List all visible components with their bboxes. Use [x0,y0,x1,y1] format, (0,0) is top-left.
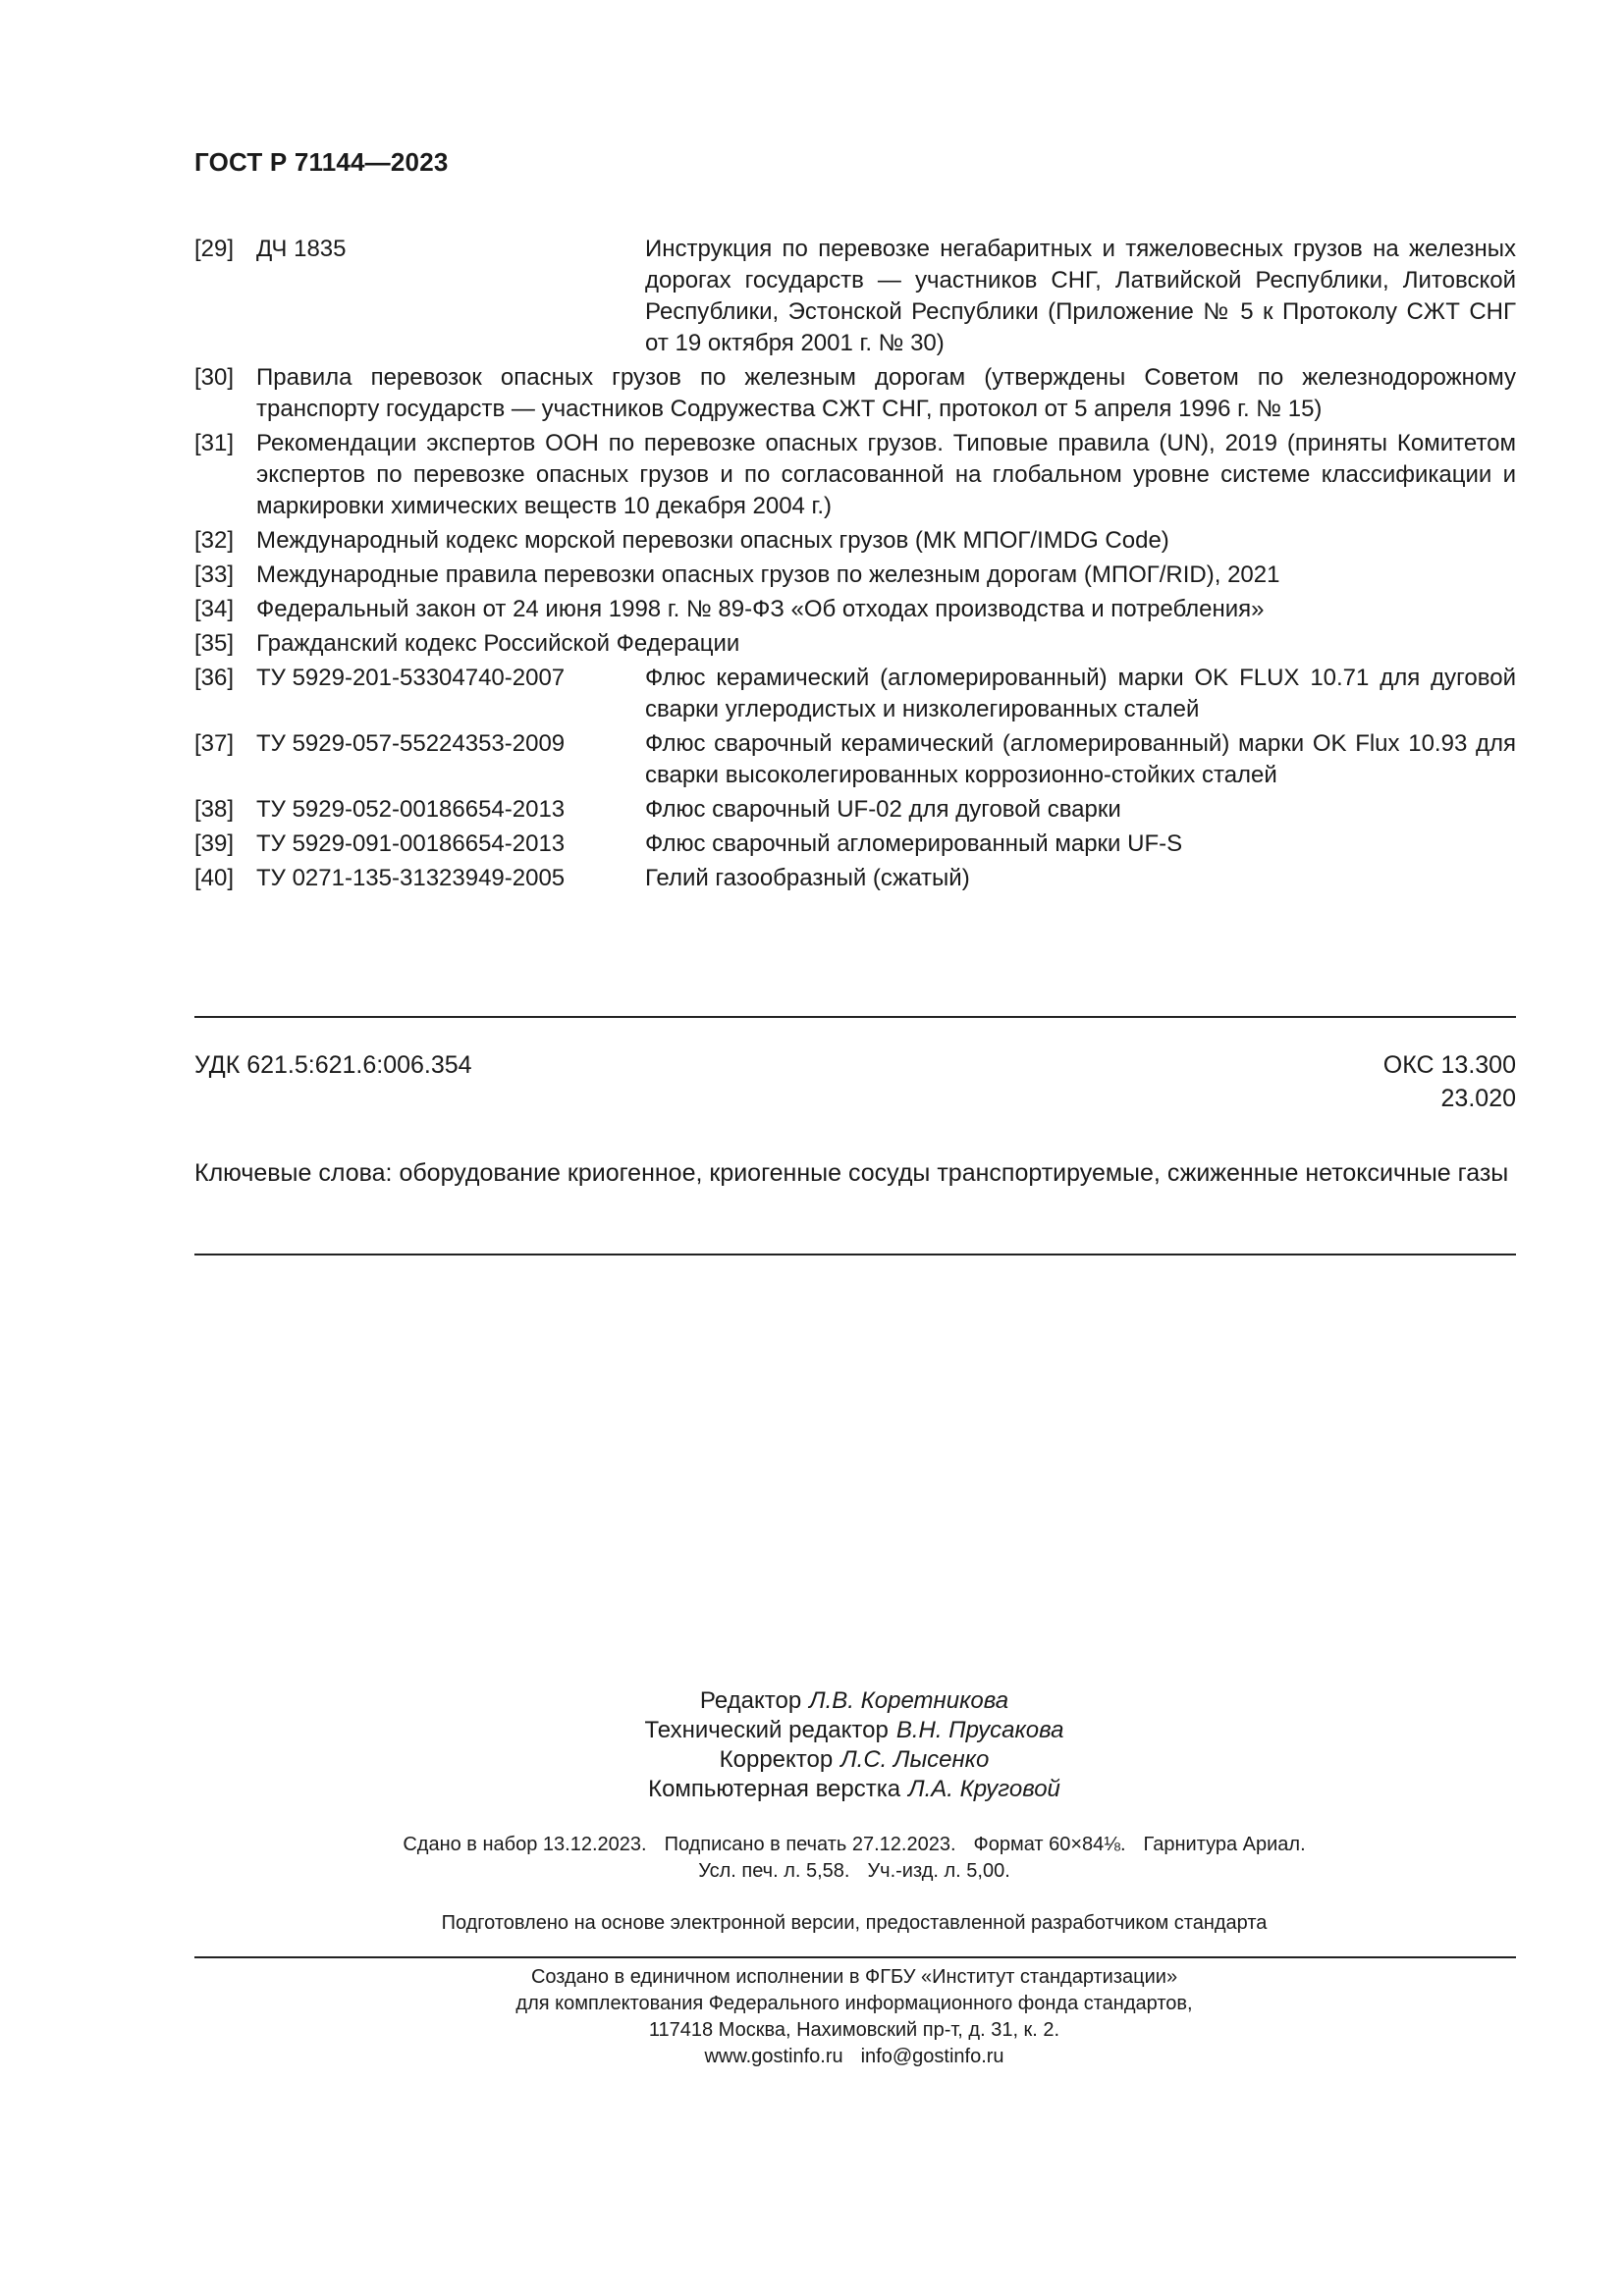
reference-number: [38] [194,796,235,823]
imprint-format: Формат 60×84⅛. [973,1834,1126,1855]
publisher-line: для комплектования Федерального информационного фонда стандартов, [515,1993,1193,2014]
reference-title: Флюс сварочный керамический (агломерированный) марки OK Flux 10.93 для сварки высоколегированных коррозионно-стойких сталей [645,730,1516,788]
staff-line [0,1686,1624,1716]
imprint-typeset: Сдано в набор 13.12.2023. [403,1834,647,1855]
reference-code: ТУ 5929-052-00186654-2013 [256,796,566,823]
staff-person: В.Н. Прусакова [895,1717,1064,1743]
reference-number: [31] [194,430,235,456]
staff-line [0,1775,1624,1804]
reference-number: [30] [194,364,235,391]
reference-item [194,794,1516,826]
keywords: Ключевые слова: оборудование криогенное, криогенные сосуды транспортируемые, сжиженные нетоксичные газы [194,1159,1509,1187]
reference-title: Федеральный закон от 24 июня 1998 г. № 89-ФЗ «Об отходах производства и потребления» [256,596,1265,622]
imprint-print-sheets: Усл. печ. л. 5,58. [698,1860,850,1882]
staff-role: Редактор [699,1687,802,1714]
staff-role: Корректор [719,1746,834,1773]
udk-code: УДК 621.5:621.6:006.354 [194,1051,472,1079]
reference-number: [34] [194,596,235,622]
reference-item [194,628,1516,660]
page-header-standard: ГОСТ Р 71144—2023 [194,147,449,177]
reference-title: Международные правила перевозки опасных грузов по железным дорогам (МПОГ/RID), 2021 [256,561,1280,588]
reference-title: Международный кодекс морской перевозки опасных грузов (МК МПОГ/IMDG Code) [256,527,1169,554]
divider-top [194,1016,1516,1018]
reference-code: ТУ 5929-091-00186654-2013 [256,830,566,857]
oks-code-line: ОКС 13.300 [1382,1051,1516,1079]
publisher-email[interactable]: info@gostinfo.ru [860,2046,1004,2067]
reference-code: ТУ 5929-057-55224353-2009 [256,730,566,757]
reference-code: ДЧ 1835 [256,236,347,262]
reference-number: [33] [194,561,235,588]
reference-item [194,863,1516,894]
reference-code: ТУ 5929-201-53304740-2007 [256,665,566,691]
reference-number: [32] [194,527,235,554]
reference-item [194,828,1516,860]
reference-title: Гелий газообразный (сжатый) [645,865,970,891]
divider-keywords [194,1254,1516,1255]
staff-role: Компьютерная верстка [648,1776,901,1802]
imprint-font: Гарнитура Ариал. [1143,1834,1306,1855]
reference-item [194,428,1516,522]
reference-item [194,234,1516,359]
publisher-line: Создано в единичном исполнении в ФГБУ «Институт стандартизации» [530,1966,1178,1988]
reference-number: [35] [194,630,235,657]
reference-title: Флюс керамический (агломерированный) марки OK FLUX 10.71 для дуговой сварки углеродистых и низколегированных сталей [645,665,1516,722]
reference-number: [29] [194,236,235,262]
staff-person: Л.В. Коретникова [809,1687,1009,1714]
staff-person: Л.А. Круговой [908,1776,1060,1802]
oks-code-line: 23.020 [1440,1085,1516,1112]
reference-number: [39] [194,830,235,857]
staff-role: Технический редактор [644,1717,889,1743]
publisher-address: 117418 Москва, Нахимовский пр-т, д. 31, к. 2. [648,2019,1060,2041]
reference-title: Флюс сварочный агломерированный марки UF-S [645,830,1183,857]
reference-item [194,594,1516,625]
staff-line [0,1716,1624,1745]
imprint-publisher-sheets: Уч.-изд. л. 5,00. [867,1860,1010,1882]
reference-code: ТУ 0271-135-31323949-2005 [256,865,566,891]
imprint-line [0,1858,1624,1885]
staff-line [0,1745,1624,1775]
reference-item [194,728,1516,791]
imprint-line [0,1832,1624,1858]
staff-person: Л.С. Лысенко [840,1746,990,1773]
reference-number: [40] [194,865,235,891]
reference-title: Инструкция по перевозке негабаритных и тяжеловесных грузов на железных дорогах государств — участников СНГ, Латвийской Республики, Литовской Республики, Эстонской Республики (Приложение № 5 к Протоколу СЖТ СНГ от 19 октября 2001 г. № 30) [645,236,1516,356]
reference-number: [36] [194,665,235,691]
bibliography-list [194,234,1516,897]
reference-item [194,663,1516,725]
publisher-contacts [0,2044,1624,2070]
reference-item [194,560,1516,591]
print-imprint [0,1832,1624,1885]
reference-title: Рекомендации экспертов ООН по перевозке опасных грузов. Типовые правила (UN), 2019 (приняты Комитетом экспертов по перевозке опасных грузов и по согласованной на глобальном уровне системе классификации и маркировки химических веществ 10 декабря 2004 г.) [256,430,1516,519]
reference-title: Гражданский кодекс Российской Федерации [256,630,740,657]
publisher-info [0,1964,1624,2070]
reference-title: Флюс сварочный UF-02 для дуговой сварки [645,796,1121,823]
reference-title: Правила перевозок опасных грузов по железным дорогам (утверждены Советом по железнодорожному транспорту государств — участников Содружества СЖТ СНГ, протокол от 5 апреля 1996 г. № 15) [256,364,1516,422]
prepared-note: Подготовлено на основе электронной версии, предоставленной разработчиком стандарта [441,1912,1268,1934]
editorial-staff [0,1686,1624,1804]
publisher-website[interactable]: www.gostinfo.ru [704,2046,843,2067]
divider-bottom [194,1956,1516,1958]
reference-number: [37] [194,730,235,757]
oks-codes [1383,1048,1516,1115]
reference-item [194,525,1516,557]
reference-item [194,362,1516,425]
imprint-signed: Подписано в печать 27.12.2023. [664,1834,956,1855]
